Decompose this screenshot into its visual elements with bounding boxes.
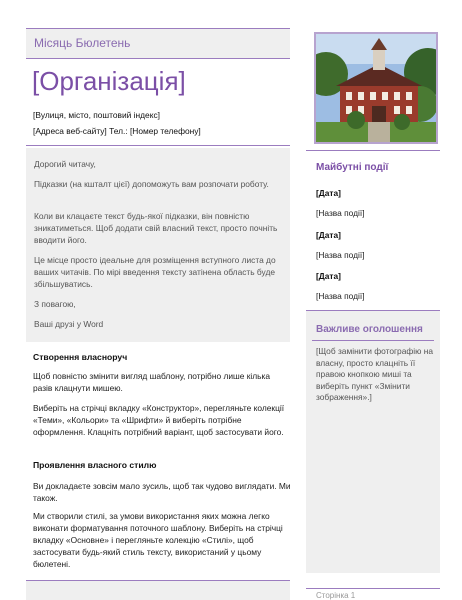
contacts-line[interactable]: [Адреса веб-сайту] Тел.: [Номер телефону] xyxy=(33,126,201,136)
article-paragraph[interactable]: Ми створили стилі, за умови використання яких можна легко виконати форматування поточного шаблону. Виберіть на стрічці вкладку «Основне» і перегляньте колекцію «Стилі», щоб застосувати будь-який стиль тексту, використаний у цьому бюлетені. xyxy=(33,511,283,569)
footer-rule xyxy=(26,580,290,581)
event-date[interactable]: [Дата] xyxy=(316,188,341,198)
month-banner-bottom-rule xyxy=(26,58,290,59)
letter-greeting[interactable]: Дорогий читачу, xyxy=(34,159,96,169)
letter-paragraph[interactable]: Це місце просто ідеальне для розміщення вступного листа до ваших читачів. По мірі введення тексту затінена область буде збільшуватись. xyxy=(34,255,276,289)
event-name[interactable]: [Назва події] xyxy=(316,250,365,260)
address-line[interactable]: [Вулиця, місто, поштовий індекс] xyxy=(33,110,160,120)
notice-text[interactable]: [Щоб замінити фотографію на власну, просто клацніть її правою кнопкою миші та виберіть пункт «Змінити зображення».] xyxy=(316,346,433,402)
cover-photo[interactable] xyxy=(314,32,438,144)
article-heading[interactable]: Створення власноруч xyxy=(33,352,128,362)
footer-rule-right xyxy=(306,588,440,589)
letter-paragraph[interactable]: Коли ви клацаєте текст будь-якої підказки, він повністю зникатиметься. Щоб додати свій власний текст, просто почніть вводити його. xyxy=(34,211,278,245)
letter-signature[interactable]: Ваші друзі у Word xyxy=(34,319,104,329)
letter-paragraph[interactable]: Підказки (на кшталт цієї) допоможуть вам розпочати роботу. xyxy=(34,179,269,189)
footer-band xyxy=(26,580,290,600)
notice-top-rule xyxy=(306,310,440,311)
events-title[interactable]: Майбутні події xyxy=(316,162,389,173)
header-bottom-rule xyxy=(26,145,290,146)
month-label[interactable]: Місяць Бюлетень xyxy=(34,36,131,50)
article-heading[interactable]: Проявлення власного стилю xyxy=(33,460,157,470)
article-paragraph[interactable]: Виберіть на стрічці вкладку «Конструктор», перегляньте колекції «Теми», «Кольори» та «Шрифти» й виберіть потрібне оформлення. Клацніть потрібний варіант, щоб застосувати його. xyxy=(33,403,285,437)
event-date[interactable]: [Дата] xyxy=(316,271,341,281)
article-paragraph[interactable]: Ви докладаєте зовсім мало зусиль, щоб так чудово виглядати. Ми також. xyxy=(33,481,291,503)
page-number: Сторінка 1 xyxy=(316,591,356,600)
event-name[interactable]: [Назва події] xyxy=(316,208,365,218)
events-top-rule xyxy=(306,150,440,151)
article-paragraph[interactable]: Щоб повністю змінити вигляд шаблону, потрібно лише кілька разів клацнути мишею. xyxy=(33,371,271,393)
school-building-image xyxy=(316,34,436,142)
month-banner-top-rule xyxy=(26,28,290,29)
organization-title[interactable]: [Організація] xyxy=(32,66,186,96)
event-name[interactable]: [Назва події] xyxy=(316,291,365,301)
notice-title[interactable]: Важливе оголошення xyxy=(316,324,423,335)
letter-closing[interactable]: З повагою, xyxy=(34,299,76,309)
notice-inner-rule xyxy=(312,340,434,341)
event-date[interactable]: [Дата] xyxy=(316,230,341,240)
